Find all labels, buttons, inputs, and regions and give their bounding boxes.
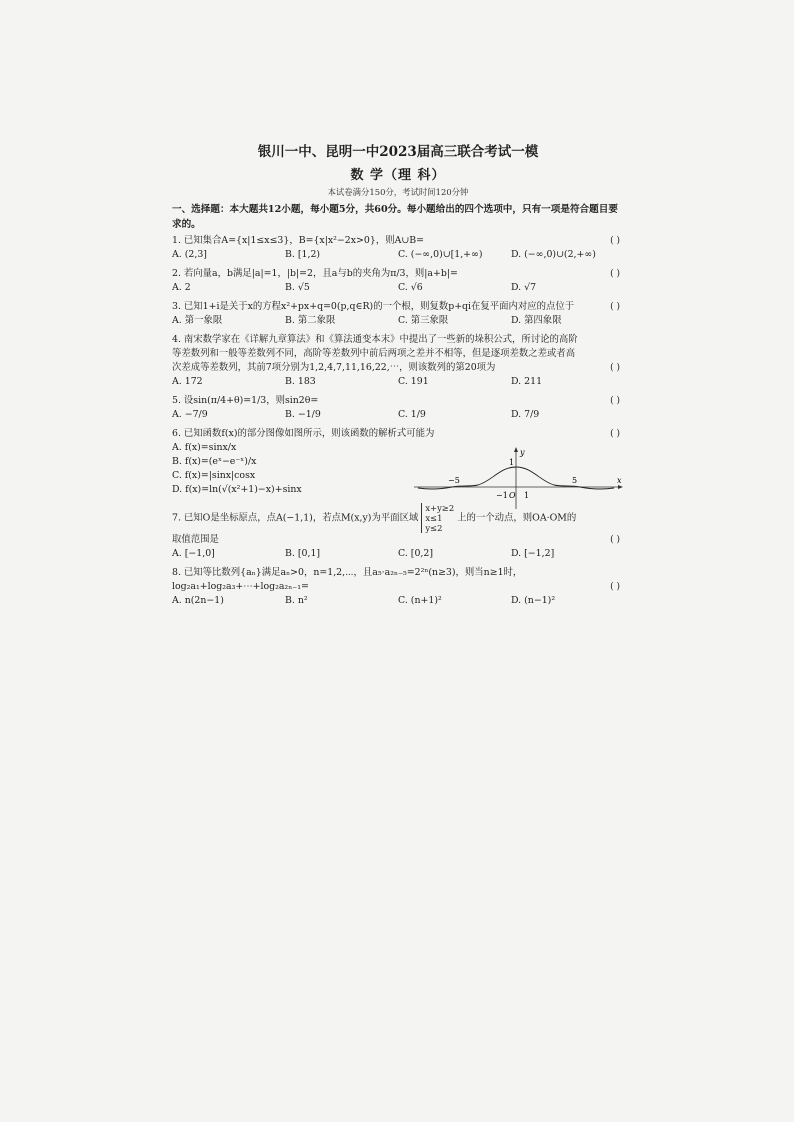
answer-paren: ( ) xyxy=(610,302,620,312)
option-row xyxy=(172,408,624,422)
option-c: C. f(x)=|sinx|cosx xyxy=(172,470,256,481)
option-a: A. f(x)=sinx/x xyxy=(172,442,237,453)
exam-title: 银川一中、昆明一中2023届高三联合考试一模 xyxy=(257,144,539,160)
option-c: C. 191 xyxy=(398,376,429,387)
question-4 xyxy=(172,333,624,389)
option-c: C. 第三象限 xyxy=(398,315,449,326)
question-2 xyxy=(172,267,624,295)
question-stem: 2. 若向量a，b满足|a|=1，|b|=2，且a与b的夹角为π/3，则|a+b|= ( ) xyxy=(172,268,620,279)
option-d: D. 第四象限 xyxy=(511,315,562,326)
option-b: B. [1,2) xyxy=(285,249,321,260)
question-stem: 4. 南宋数学家在《详解九章算法》和《算法通变本末》中提出了一些新的垛积公式，所讨论的高阶等差数列和一般等差数列不同，高阶等差数列中前后两项之差并不相等，但是逐项差数之差或者高次差成等差数列，其前7项分别为1,2,4,7,11,16,22,⋯，则该数列的第20项为 ( ) xyxy=(172,334,620,373)
option-a: A. −7/9 xyxy=(172,409,208,420)
tick-label-neg5: −5 xyxy=(448,476,460,485)
option-row xyxy=(172,281,624,295)
answer-paren: ( ) xyxy=(610,429,620,439)
option-c: C. [0,2] xyxy=(398,548,434,559)
question-7 xyxy=(172,503,624,561)
question-8 xyxy=(172,566,624,608)
option-row xyxy=(172,248,624,262)
option-b: B. [0,1] xyxy=(285,548,321,559)
option-c: C. (−∞,0)∪[1,+∞) xyxy=(398,249,483,260)
question-stem: 3. 已知1+i是关于x的方程x²+px+q=0(p,q∈R)的一个根，则复数p+qi在复平面内对应的点位于 ( ) xyxy=(172,301,620,312)
question-6 xyxy=(172,427,624,500)
option-d: D. √7 xyxy=(511,282,537,293)
option-d: D. [−1,2] xyxy=(511,548,555,559)
option-a: A. 172 xyxy=(172,376,203,387)
x-axis-label: x xyxy=(617,476,622,485)
answer-paren: ( ) xyxy=(610,582,620,592)
option-b: B. f(x)=(eˣ−e⁻ˣ)/x xyxy=(172,456,257,467)
question-stem: 8. 已知等比数列{aₙ}满足aₙ>0，n=1,2,⋯，且a₅·a₂ₙ₋₅=2²ⁿ(n≥3)，则当n≥1时，log₂a₁+log₂a₃+⋯+log₂a₂ₙ₋₁= ( ) xyxy=(172,567,620,592)
y-axis-arrow xyxy=(514,447,518,452)
exam-subject: 数 学（理 科） xyxy=(350,168,446,183)
question-5 xyxy=(172,394,624,422)
option-b: B. n² xyxy=(285,595,308,606)
option-row xyxy=(172,375,624,389)
y-axis-label: y xyxy=(520,448,525,457)
question-stem: 7. 已知O是坐标原点，点A(−1,1)，若点M(x,y)为平面区域x+y≥2 x≤1 y≤2上的一个动点，则OA·OM的取值范围是 ( ) xyxy=(172,503,620,545)
exam-content xyxy=(172,140,624,613)
option-row xyxy=(172,547,624,561)
option-d: D. 7/9 xyxy=(511,409,540,420)
option-c: C. √6 xyxy=(398,282,423,293)
option-c: C. (n+1)² xyxy=(398,595,442,606)
origin-label: O xyxy=(509,491,516,500)
tick-label-pos1: 1 xyxy=(524,491,530,500)
x-axis-arrow xyxy=(618,485,623,489)
option-a: A. [−1,0] xyxy=(172,548,215,559)
answer-paren: ( ) xyxy=(610,363,620,373)
tick-label-pos5: 5 xyxy=(572,476,578,485)
option-d: D. (n−1)² xyxy=(511,595,556,606)
section-heading: 一、选择题：本大题共12小题，每小题5分，共60分。每小题给出的四个选项中，只有一项是符合题目要求的。 xyxy=(172,204,618,230)
option-list xyxy=(172,441,412,497)
option-a: A. n(2n−1) xyxy=(172,595,224,606)
question-stem: 1. 已知集合A={x|1≤x≤3}，B={x|x²−2x>0}，则A∪B= ( ) xyxy=(172,235,620,246)
answer-paren: ( ) xyxy=(610,236,620,246)
option-c: C. 1/9 xyxy=(398,409,426,420)
tick-label-y1: 1 xyxy=(509,458,515,467)
answer-paren: ( ) xyxy=(610,396,620,406)
question-3 xyxy=(172,300,624,328)
question-1 xyxy=(172,234,624,262)
option-a: A. 2 xyxy=(172,282,191,293)
tick-label-neg1: −1 xyxy=(496,491,508,500)
option-a: A. (2,3] xyxy=(172,249,207,260)
answer-paren: ( ) xyxy=(610,535,620,545)
function-graph xyxy=(412,447,624,511)
option-a: A. 第一象限 xyxy=(172,315,223,326)
option-d: D. 211 xyxy=(511,376,543,387)
answer-paren: ( ) xyxy=(610,269,620,279)
option-b: B. √5 xyxy=(285,282,310,293)
option-d: D. (−∞,0)∪(2,+∞) xyxy=(511,249,596,260)
option-b: B. 第二象限 xyxy=(285,315,336,326)
question-stem: 5. 设sin(π/4+θ)=1/3，则sin2θ= ( ) xyxy=(172,395,620,406)
question-stem: 6. 已知函数f(x)的部分图像如图所示，则该函数的解析式可能为 ( ) xyxy=(172,428,620,439)
option-d: D. f(x)=ln(√(x²+1)−x)+sinx xyxy=(172,484,302,495)
exam-info: 本试卷满分150分，考试时间120分钟 xyxy=(327,187,469,197)
option-b: B. 183 xyxy=(285,376,316,387)
option-b: B. −1/9 xyxy=(285,409,321,420)
option-row xyxy=(172,594,624,608)
inequality-system: x+y≥2 x≤1 y≤2 xyxy=(421,503,454,533)
option-row xyxy=(172,314,624,328)
